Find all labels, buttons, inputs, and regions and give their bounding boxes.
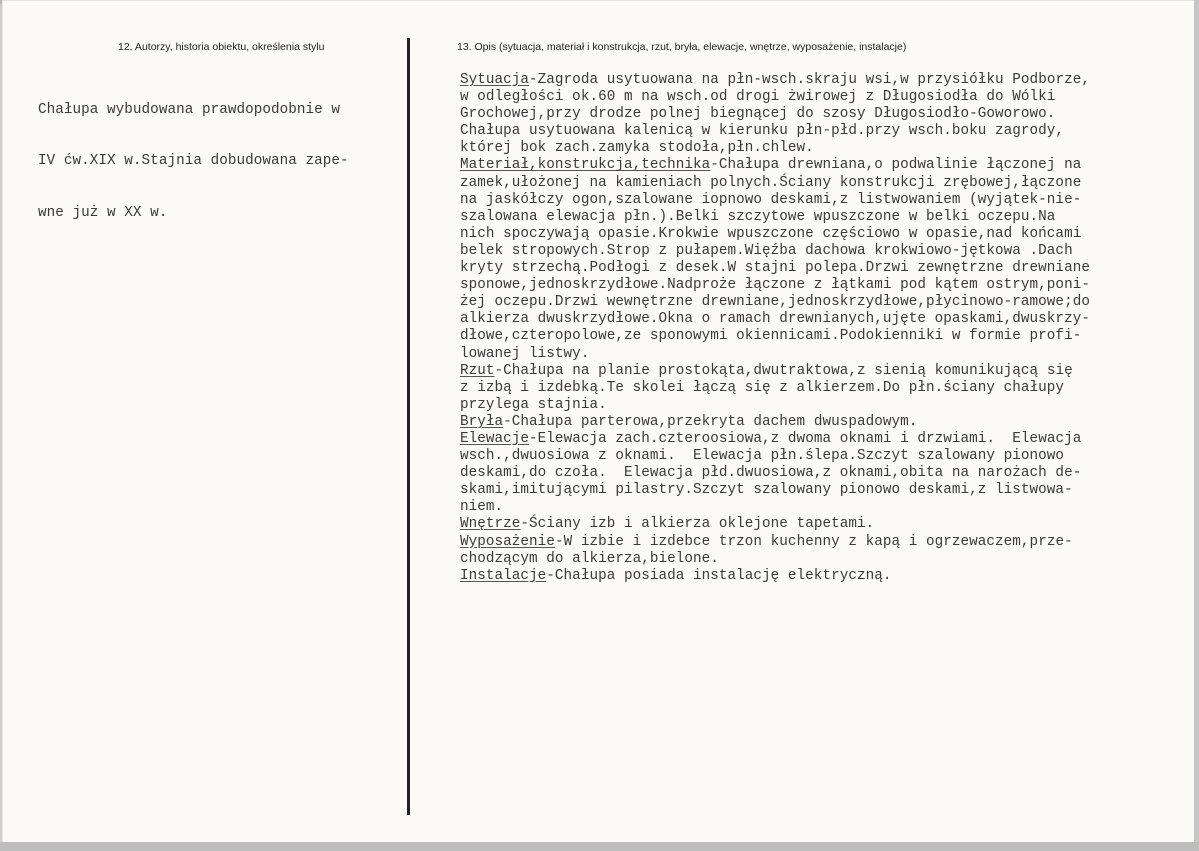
scan-edge-right [1194,0,1199,851]
section-12-line: Chałupa wybudowana prawdopodobnie w [38,102,341,119]
section-13-text [460,72,1090,585]
section-13-line [460,311,1090,328]
subsection-heading: Wyposażenie [460,533,555,550]
section-13-heading: 13. Opis (sytuacja, materiał i konstrukcja, rzut, bryła, elewacje, wnętrze, wyposażenie, instalacje) [457,41,907,53]
line-text: -Elewacja zach.czteroosiowa,z dwoma oknami i drzwiami. Elewacja [529,430,1082,447]
subsection-heading: Materiał,konstrukcja,technika [460,157,711,174]
line-text: której bok zach.zamyka stodoła,płn.chlew. [460,140,814,157]
section-13-line [460,192,1090,209]
subsection-heading: Bryła [460,413,504,430]
section-12-line: wne już w XX w. [38,204,168,221]
section-12-text [38,68,349,239]
section-13-line [460,294,1090,311]
section-13-line [460,465,1090,482]
scan-edge-bottom [0,842,1199,851]
line-text: przylega stajnia. [460,396,607,413]
section-13-line [460,568,1090,585]
section-12-heading: 12. Autorzy, historia obiektu, określenia stylu [118,41,325,53]
section-13-line [460,175,1090,192]
line-text: żej oczepu.Drzwi wewnętrzne drewniane,jednoskrzydłowe,płycinowo-ramowe;do [460,294,1090,311]
section-13-line [460,106,1090,123]
line-text: skami,imitującymi pilastry.Szczyt szalowany pionowo deskami,z listwowa- [460,482,1073,499]
line-text: zamek,ułożonej na kamieniach polnych.Ściany konstrukcji zrębowej,łączone [460,174,1082,191]
section-13-line [460,123,1090,140]
section-13-line [460,551,1090,568]
section-13-line [460,534,1090,551]
section-13-line [460,499,1090,516]
line-text: wsch.,dwuosiowa z oknami. Elewacja płn.ślepa.Szczyt szalowany pionowo [460,448,1065,465]
section-13-line [460,431,1090,448]
line-text: deskami,do czoła. Elewacja płd.dwuosiowa,z oknami,obita na narożach de- [460,465,1082,482]
line-text: Chałupa usytuowana kalenicą w kierunku płn-płd.przy wsch.boku zagrody, [460,123,1065,140]
section-13-line [460,157,1090,174]
line-text: -Chałupa posiada instalację elektryczną. [546,567,892,584]
subsection-heading: Rzut [460,362,495,379]
section-13-line [460,448,1090,465]
section-13-line [460,346,1090,363]
section-13-line [460,226,1090,243]
section-12-line: IV ćw.XIX w.Stajnia dobudowana zape- [38,153,349,170]
line-text: Grochowej,przy drodze polnej biegnącej do szosy Długosiodło-Goworowo. [460,106,1056,123]
subsection-heading: Instalacje [460,567,547,584]
section-13-line [460,140,1090,157]
line-text: -Chałupa drewniana,o podwalinie łączonej na [710,157,1082,174]
section-13-line [460,72,1090,89]
section-13-line [460,277,1090,294]
subsection-heading: Wnętrze [460,516,521,533]
section-13-line [460,397,1090,414]
section-13-line [460,380,1090,397]
line-text: belek stropowych.Strop z pułapem.Więźba dachowa krokwiowo-jętkowa .Dach [460,242,1073,259]
section-13-line [460,328,1090,345]
line-text: dłowe,czteropolowe,ze sponowymi okiennicami.Podokienniki w formie profi- [460,328,1082,345]
section-13-line [460,363,1090,380]
subsection-heading: Elewacje [460,430,530,447]
line-text: kryty strzechą.Podłogi z desek.W stajni polepa.Drzwi zewnętrzne drewniane [460,260,1090,277]
line-text: chodzącym do alkierza,bielone. [460,550,719,567]
line-text: nich spoczywają opasie.Krokwie wpuszczone częściowo w opasie,nad końcami [460,225,1082,242]
section-13-line [460,482,1090,499]
line-text: z izbą i izdebką.Te skolei łączą się z alkierzem.Do płn.ściany chałupy [460,379,1065,396]
line-text: -Zagroda usytuowana na płn-wsch.skraju wsi,w przysiółku Podborze, [529,72,1090,88]
section-13-line [460,89,1090,106]
subsection-heading: Sytuacja [460,72,530,88]
line-text: -Ściany izb i alkierza oklejone tapetami. [520,516,875,533]
section-13-line [460,243,1090,260]
section-13-line [460,414,1090,431]
line-text: w odległości ok.60 m na wsch.od drogi żwirowej z Długosiodła do Wólki [460,89,1056,106]
section-13-line [460,209,1090,226]
line-text: -W izbie i izdebce trzon kuchenny z kapą i ogrzewaczem,prze- [554,533,1073,550]
column-divider [407,38,410,815]
line-text: na jaskółczy ogon,szalowane iopnowo deskami,z listwowaniem (wyjątek-nie- [460,191,1082,208]
line-text: alkierza dwuskrzydłowe.Okna o ramach drewnianych,ujęte opaskami,dwuskrzy- [460,311,1090,328]
line-text: szalowana elewacja płn.).Belki szczytowe wpuszczone w belki oczepu.Na [460,208,1056,225]
section-13-line [460,260,1090,277]
line-text: sponowe,jednoskrzydłowe.Nadproże łączone z łątkami pod kątem ostrym,poni- [460,277,1090,294]
line-text: niem. [460,499,504,516]
line-text: -Chałupa parterowa,przekryta dachem dwuspadowym. [503,413,918,430]
line-text: lowanej listwy. [460,345,590,362]
section-13-line [460,516,1090,533]
line-text: -Chałupa na planie prostokąta,dwutraktowa,z sienią komunikującą się [494,362,1073,379]
